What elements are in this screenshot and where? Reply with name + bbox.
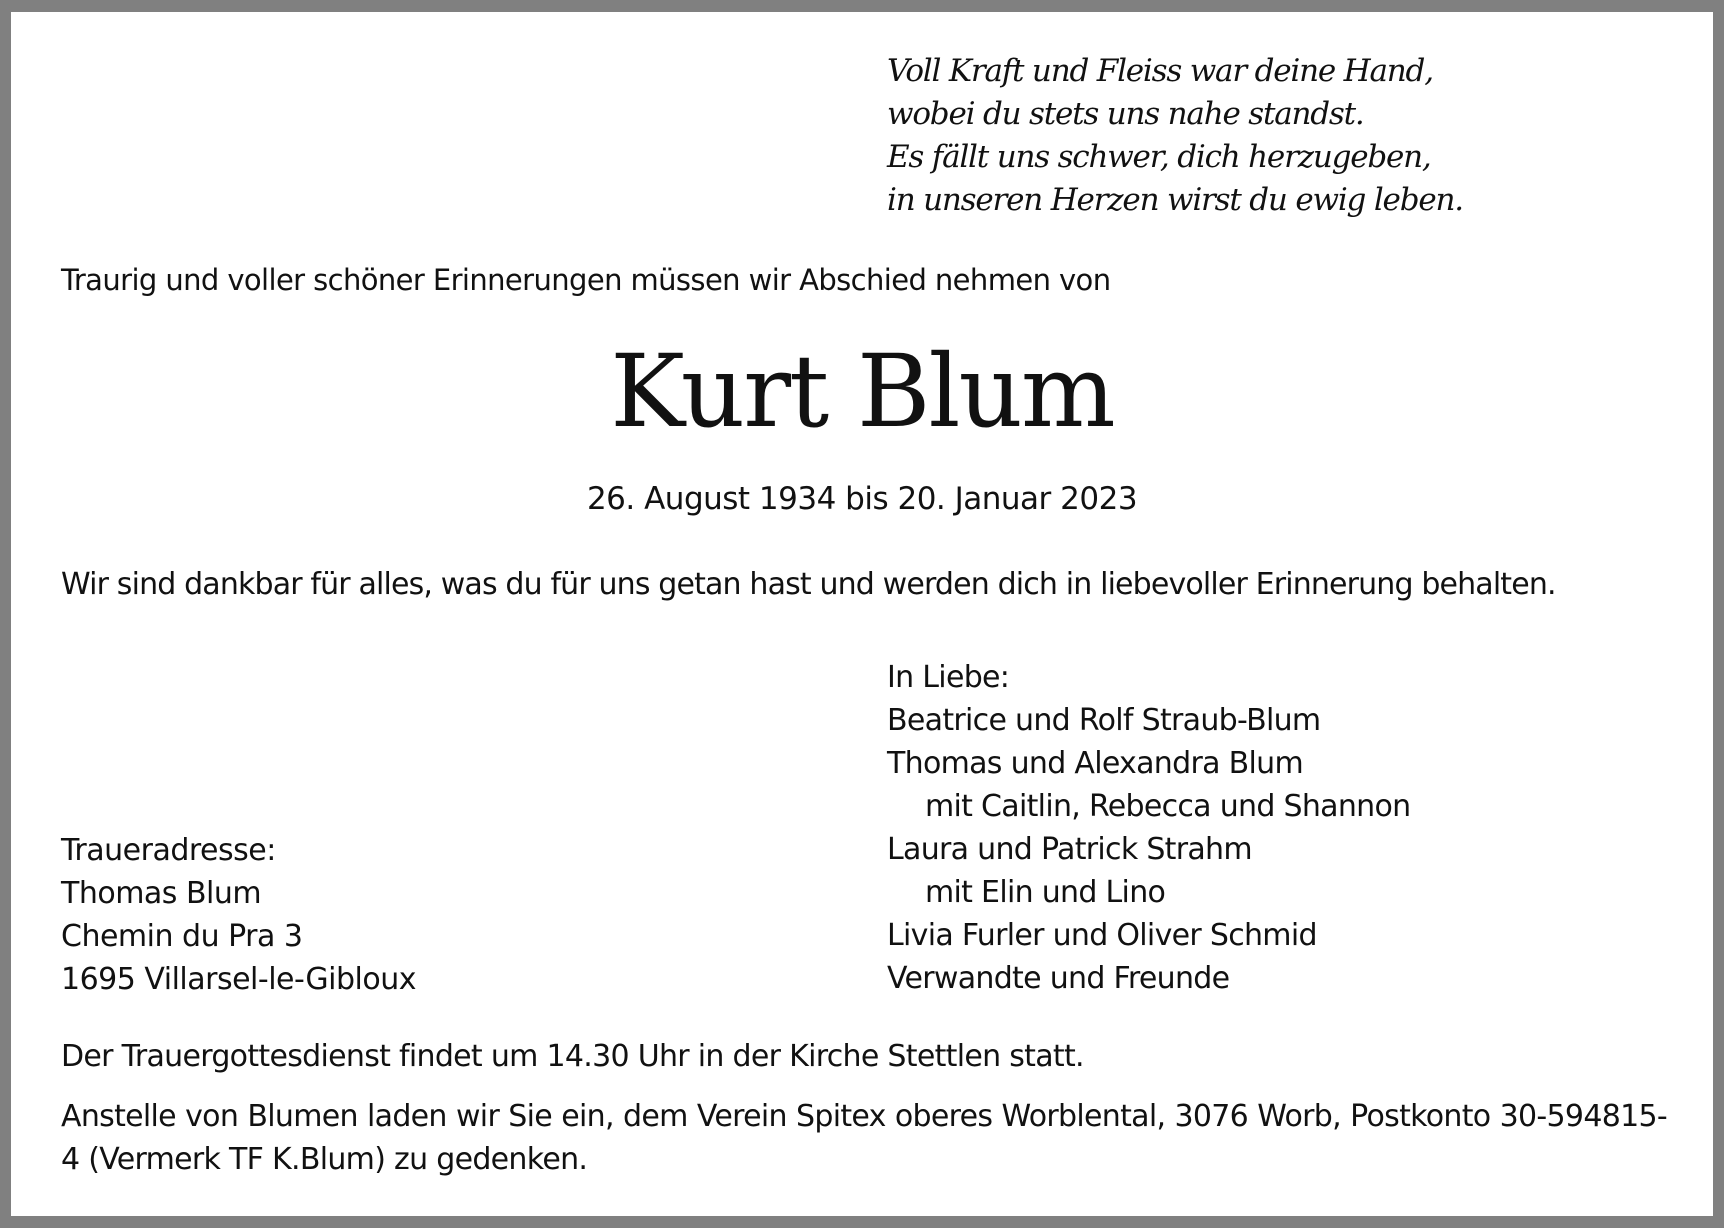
family-member: Beatrice und Rolf Straub-Blum	[887, 703, 1321, 738]
family-member: Verwandte und Freunde	[887, 961, 1230, 996]
poem-line: Voll Kraft und Fleiss war deine Hand,	[887, 53, 1433, 89]
service-notice: Der Trauergottesdienst findet um 14.30 Uhr in der Kirche Stettlen statt.	[61, 1039, 1084, 1074]
family-member: Thomas und Alexandra Blum	[887, 746, 1303, 781]
donation-notice: Anstelle von Blumen laden wir Sie ein, dem Verein Spitex oberes Worblental, 3076 Worb, Postkonto 30-594815-4 (Vermerk TF K.Blum) zu gedenken.	[61, 1099, 1667, 1177]
address-street: Chemin du Pra 3	[61, 919, 303, 954]
family-list	[887, 656, 1410, 1000]
thanks-text: Wir sind dankbar für alles, was du für uns getan hast und werden dich in liebevoller Erinnerung behalten.	[61, 567, 1556, 602]
deceased-name: Kurt Blum	[610, 333, 1114, 450]
poem	[887, 50, 1463, 222]
poem-line: wobei du stets uns nahe standst.	[887, 96, 1364, 132]
intro-text: Traurig und voller schöner Erinnerungen müssen wir Abschied nehmen von	[61, 263, 1111, 297]
family-member: Livia Furler und Oliver Schmid	[887, 918, 1317, 953]
family-member: Laura und Patrick Strahm	[887, 832, 1252, 867]
life-dates: 26. August 1934 bis 20. Januar 2023	[586, 481, 1138, 517]
family-heading: In Liebe:	[887, 660, 1010, 695]
family-member: mit Elin und Lino	[925, 875, 1166, 910]
poem-line: Es fällt uns schwer, dich herzugeben,	[887, 139, 1431, 175]
address-heading: Traueradresse:	[61, 833, 276, 868]
address-name: Thomas Blum	[61, 876, 262, 911]
address-city: 1695 Villarsel-le-Gibloux	[61, 962, 417, 997]
mourning-address	[61, 829, 416, 1001]
poem-line: in unseren Herzen wirst du ewig leben.	[887, 182, 1463, 218]
family-member: mit Caitlin, Rebecca und Shannon	[925, 789, 1411, 824]
obituary-page	[11, 12, 1713, 1216]
